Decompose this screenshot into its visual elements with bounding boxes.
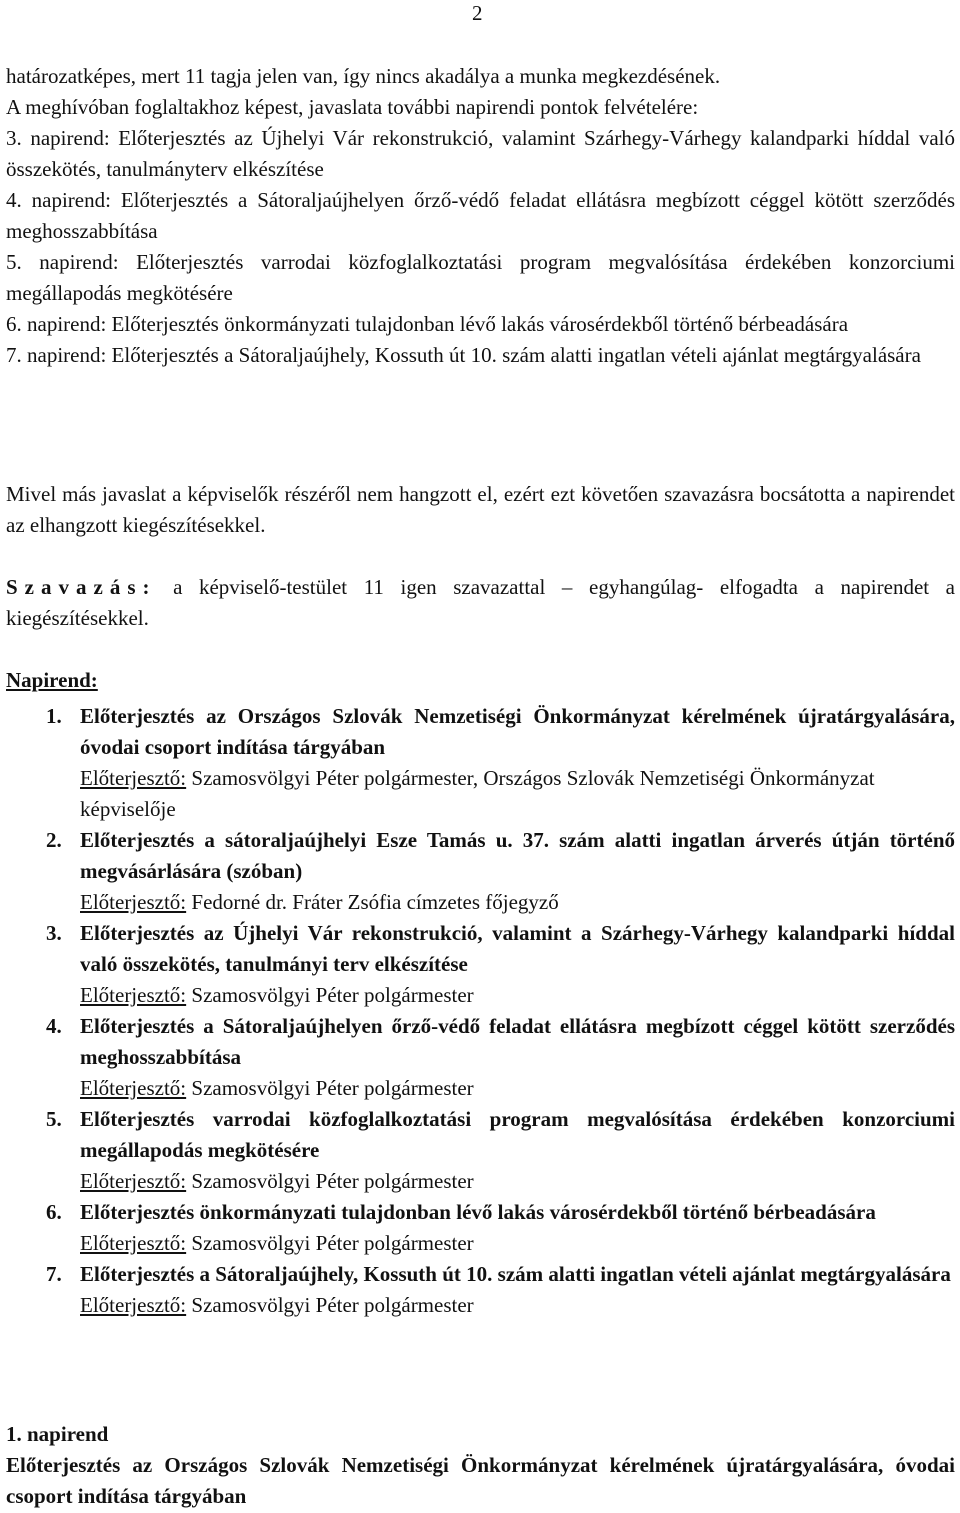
vote-label: Szavazás: — [6, 575, 157, 599]
agenda-item-title: Előterjesztés önkormányzati tulajdonban lévő lakás városérdekből történő bérbeadására — [80, 1200, 876, 1224]
agenda-item-number: 6. — [46, 1200, 62, 1224]
vote-result-paragraph — [6, 572, 955, 634]
agenda-item-number: 2. — [46, 828, 62, 852]
agenda-item-presenter — [80, 1290, 955, 1321]
agenda-item — [6, 1011, 955, 1104]
presenter-name: Szamosvölgyi Péter polgármester — [186, 1231, 474, 1255]
agenda-item-presenter — [80, 1228, 955, 1259]
presenter-name: Szamosvölgyi Péter polgármester — [186, 1169, 474, 1193]
presenter-label: Előterjesztő: — [80, 1076, 187, 1100]
agenda-item-number: 1. — [46, 704, 62, 728]
agenda-item-title: Előterjesztés az Újhelyi Vár rekonstrukció, valamint a Szárhegy-Várhegy kalandparki híddal való összekötés, tanulmányi terv elkészítése — [80, 921, 955, 976]
agenda-item — [6, 1259, 955, 1321]
presenter-label: Előterjesztő: — [80, 1169, 187, 1193]
vote-intro-text: Mivel más javaslat a képviselők részéről nem hangzott el, ezért ezt követően szavazásra bocsátotta a napirendet az elhangzott kiegészítésekkel. — [6, 482, 955, 537]
page-number: 2 — [472, 1, 483, 25]
intro-agenda-item: 5. napirend: Előterjesztés varrodai közfoglalkoztatási program megvalósítása érdekében konzorciumi megállapodás megkötésére — [6, 250, 955, 305]
agenda-item — [6, 701, 955, 825]
agenda-item-number: 3. — [46, 921, 62, 945]
presenter-label: Előterjesztő: — [80, 1231, 187, 1255]
agenda-item-presenter — [80, 887, 955, 918]
presenter-label: Előterjesztő: — [80, 983, 187, 1007]
agenda-item-presenter — [80, 980, 955, 1011]
intro-agenda-item: 4. napirend: Előterjesztés a Sátoraljaújhelyen őrző-védő feladat ellátásra megbízott céggel kötött szerződés meghosszabbítása — [6, 188, 955, 243]
closing-section — [6, 1419, 955, 1512]
agenda-heading: Napirend: — [6, 668, 98, 692]
intro-line: határozatképes, mert 11 tagja jelen van, így nincs akadálya a munka megkezdésének. — [6, 64, 721, 88]
agenda-item-number: 7. — [46, 1262, 62, 1286]
closing-heading: 1. napirend — [6, 1422, 109, 1446]
presenter-name: Szamosvölgyi Péter polgármester, Országos Szlovák Nemzetiségi Önkormányzat képviselője — [80, 766, 875, 821]
agenda-item-title: Előterjesztés az Országos Szlovák Nemzetiségi Önkormányzat kérelmének újratárgyalására, óvodai csoport indítása tárgyában — [80, 704, 955, 759]
agenda-item-presenter — [80, 1166, 955, 1197]
agenda-item — [6, 1197, 955, 1259]
agenda-item-title: Előterjesztés a sátoraljaújhelyi Esze Tamás u. 37. szám alatti ingatlan árverés útján történő megvásárlására (szóban) — [80, 828, 955, 883]
presenter-name: Szamosvölgyi Péter polgármester — [186, 983, 474, 1007]
vote-text: a képviselő-testület 11 igen szavazattal – egyhangúlag- elfogadta a napirendet a kiegészítésekkel. — [6, 575, 955, 630]
vote-result — [6, 572, 955, 634]
presenter-name: Szamosvölgyi Péter polgármester — [186, 1293, 474, 1317]
presenter-label: Előterjesztő: — [80, 1293, 187, 1317]
intro-agenda-item: 7. napirend: Előterjesztés a Sátoraljaújhely, Kossuth út 10. szám alatti ingatlan vételi ajánlat megtárgyalására — [6, 343, 921, 367]
presenter-name: Szamosvölgyi Péter polgármester — [186, 1076, 474, 1100]
closing-title: Előterjesztés az Országos Szlovák Nemzetiségi Önkormányzat kérelmének újratárgyalására, óvodai csoport indítása tárgyában — [6, 1453, 955, 1508]
intro-section — [6, 61, 955, 371]
agenda-list — [6, 701, 955, 1321]
agenda-item-number: 5. — [46, 1107, 62, 1131]
intro-line: A meghívóban foglaltakhoz képest, javaslata további napirendi pontok felvételére: — [6, 95, 699, 119]
agenda-item-title: Előterjesztés a Sátoraljaújhely, Kossuth út 10. szám alatti ingatlan vételi ajánlat megtárgyalására — [80, 1262, 951, 1286]
intro-agenda-item: 6. napirend: Előterjesztés önkormányzati tulajdonban lévő lakás városérdekből történő bérbeadására — [6, 312, 849, 336]
agenda-item-title: Előterjesztés varrodai közfoglalkoztatási program megvalósítása érdekében konzorciumi megállapodás megkötésére — [80, 1107, 955, 1162]
agenda-item — [6, 918, 955, 1011]
presenter-label: Előterjesztő: — [80, 766, 187, 790]
presenter-label: Előterjesztő: — [80, 890, 187, 914]
agenda-item-presenter — [80, 763, 955, 825]
agenda-item-title: Előterjesztés a Sátoraljaújhelyen őrző-védő feladat ellátásra megbízott céggel kötött szerződés meghosszabbítása — [80, 1014, 955, 1069]
agenda-item-number: 4. — [46, 1014, 62, 1038]
agenda-item-presenter — [80, 1073, 955, 1104]
vote-intro-paragraph — [6, 479, 955, 541]
agenda-item — [6, 1104, 955, 1197]
presenter-name: Fedorné dr. Fráter Zsófia címzetes főjegyző — [186, 890, 559, 914]
intro-agenda-item: 3. napirend: Előterjesztés az Újhelyi Vár rekonstrukció, valamint Szárhegy-Várhegy kalandparki híddal való összekötés, tanulmányterv elkészítése — [6, 126, 955, 181]
agenda-heading-block — [6, 665, 955, 696]
agenda-item — [6, 825, 955, 918]
